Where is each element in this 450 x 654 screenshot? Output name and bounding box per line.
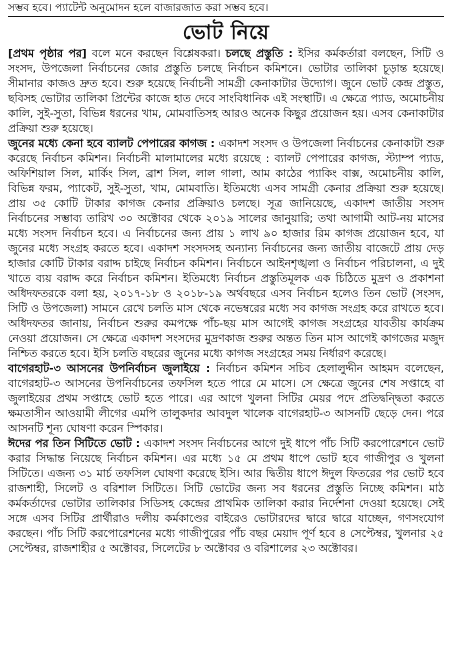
paragraph-text: ইসির কর্মকর্তারা বলছেন, সিটি ও সংসদ, উপজেলা নির্বাচনের জোর প্রস্তুতি চলছে নির্বাচন কমিশনে। ভোটার তালিকা চূড়ান্ত হয়েছে। সীমানার কাজও দ্রুত হবে। শুরু হয়েছে নির্বাচনী সামগ্রী কেনাকাটার উদ্যোগ। জুনে ভোট কেন্দ্র প্রস্তুত, ছবিসহ ভোটার তালিকা প্রিন্টের কাজে হাত দেবে সাংবিধানিক এই সংস্থাটি। এ ক্ষেত্রে প্যাড, অমোচনীয় কালি, সুই-সুতা, বিভিন্ন ধরনের খাম, মোমবাতিসহ আরও অনেক কিছুর প্রয়োজন হয়। এসব কেনাকাটার প্রক্রিয়া শুরু হয়েছে। xyxy=(8,47,445,135)
paragraph-bagerhat xyxy=(8,361,444,436)
paragraph-text: একাদশ সংসদ নির্বাচনের আগে দুই ধাপে পাঁচ সিটি করপোরেশনে ভোট করার সিদ্ধান্ত নিয়েছে নির্বাচন কমিশন। এর মধ্যে ১৫ মে প্রথম ধাপে ভোট হবে গাজীপুর ও খুলনা সিটিতে। এজন্য ৩১ মার্চ তফসিল ঘোষণা করেছে ইসি। আর দ্বিতীয় ধাপে ঈদুল ফিতরের পর ভোট হবে রাজশাহী, সিলেট ও বরিশাল সিটিতে। সিটি ভোটের জন্য সব ধরনের প্রস্তুতি নিচ্ছে কমিশন। মাঠ কর্মকর্তাদের ভোটার তালিকার সিডিসহ কেন্দ্রের প্রাথমিক তালিকা করার নির্দেশনা দেওয়া হয়েছে। সেই সঙ্গে এসব সিটির প্রার্থীরাও দলীয় কর্মকাণ্ডের বাইরেও ভোটারদের দ্বারে দ্বারে যাচ্ছেন, গণসংযোগ করছেন। পাঁচ সিটি করপোরেশনের মধ্যে গাজীপুরের পাঁচ বছর মেয়াদ পূর্ণ হবে ৪ সেপ্টেম্বর, খুলনার ২৫ সেপ্টেম্বর, রাজশাহীর ৫ অক্টোবর, সিলেটের ৮ অক্টোবর ও বরিশালের ২৩ অক্টোবর। xyxy=(8,437,444,555)
paragraph-city-polls xyxy=(8,436,444,556)
article-body xyxy=(8,46,444,556)
paragraph-text: একাদশ সংসদ ও উপজেলা নির্বাচনের কেনাকাটা শুরু করেছে নির্বাচন কমিশন। নির্বাচনী মালামালের মধ্যে রয়েছে : ব্যালট পেপারের কাগজ, স্ট্যাম্প প্যাড, অফিশিয়াল সিল, মার্কিং সিল, ব্রাশ সিল, লাল গালা, আম কাঠের প্যাকিং বাক্স, অমোচনীয় কালি, বিভিন্ন ফরম, প্যাকেট, সুই-সুতা, খাম, মোমবাতি। ইতিমধ্যে এসব সামগ্রী কেনার প্রক্রিয়া শুরু হয়েছে। প্রায় ৩৫ কোটি টাকার কাগজ কেনার প্রক্রিয়াও চলছে। সূত্র জানিয়েছে, একাদশ জাতীয় সংসদ নির্বাচনের সম্ভাব্য তারিখ ৩০ অক্টোবর থেকে ২০১৯ সালের জানুয়ারি; তথা আগামী আট-নয় মাসের মধ্যে সংসদ নির্বাচন হবে। এ নির্বাচনের জন্য প্রায় ১ লাখ ৯০ হাজার রিম কাগজ প্রয়োজন হবে, যা জুনের মধ্যে সংগ্রহ করতে হবে। একাদশ সংসদসহ অন্যান্য নির্বাচনের জন্য জাতীয় বাজেটে প্রায় দেড় হাজার কোটি টাকার বরাদ্দ চাইছে নির্বাচন কমিশন। নির্বাচনে আইনশৃঙ্খলা ও নির্বাচন পরিচালনা, এ দুই খাতে ব্যয় বরাদ্দ করে নির্বাচন কমিশন। ইতিমধ্যে নির্বাচন প্রস্তুতিমূলক এক চিঠিতে মুদ্রণ ও প্রকাশনা অধিদফতরকে বলা হয়, ২০১৭-১৮ ও ২০১৮-১৯ অর্থবছরে এসব নির্বাচন হলেও তিন ভোট (সংসদ, সিটি ও উপজেলা) সামনে রেখে চলতি মাস থেকে নভেম্বরের মধ্যে সব কাগজ সংগ্রহ করে রাখতে হবে। অধিদফতর জানায়, নির্বাচন শুরুর কমপক্ষে পাঁচ-ছয় মাস আগেই কাগজ সংগ্রহের যাবতীয় কার্যক্রম নেওয়া প্রয়োজন। সে ক্ষেত্রে একাদশ সংসদের মুদ্রণকাজ শুরুর অন্তত তিন মাস আগেই কাগজের মজুদ নিশ্চিত করতে হবে। ইসি চলতি বছরের জুনের মধ্যে কাগজ সংগ্রহের সময় নির্ধারণ করেছে। xyxy=(8,137,444,360)
article-headline: ভোট নিয়ে xyxy=(182,20,270,44)
paragraph-lead: [প্রথম পৃষ্ঠার পর] xyxy=(8,47,87,60)
paragraph-lead: বাগেরহাট-৩ আসনের উপনির্বাচন জুলাইয়ে : xyxy=(8,362,211,375)
paragraph-intro xyxy=(8,46,444,136)
paragraph-lead: ঈদের পর তিন সিটিতে ভোট : xyxy=(8,437,141,450)
continuation-line: সম্ভব হবে। প্যাটেন্ট অনুমোদন হলে বাজারজাত করা সম্ভব হবে। xyxy=(8,2,269,14)
paragraph-text: নির্বাচন কমিশন সচিব হেলালুদ্দীন আহমদ বলেছেন, বাগেরহাট-৩ আসনের উপনির্বাচনের তফসিল হতে পারে মে মাসে। সে ক্ষেত্রে জুনের শেষ সপ্তাহে বা জুলাইয়ের প্রথম সপ্তাহে ভোট হতে পারে। এর আগে খুলনা সিটির মেয়র পদে প্রতিদ্বন্দ্বিতা করতে ক্ষমতাসীন আওয়ামী লীগের এমপি তালুকদার আবদুল খালেক বাগেরহাট-৩ আসনটি ছেড়ে দেন। পরে আসনটি শূন্য ঘোষণা করেন স্পিকার। xyxy=(8,362,444,435)
paragraph-lead: জুনের মধ্যে কেনা হবে ব্যালট পেপারের কাগজ : xyxy=(8,137,215,150)
paragraph-text: বলে মনে করছেন বিশ্লেষকরা। xyxy=(86,47,226,60)
paragraph-lead: চলছে প্রস্তুতি : xyxy=(225,47,293,60)
divider-rule xyxy=(8,16,444,17)
paragraph-ballot-paper xyxy=(8,136,444,361)
